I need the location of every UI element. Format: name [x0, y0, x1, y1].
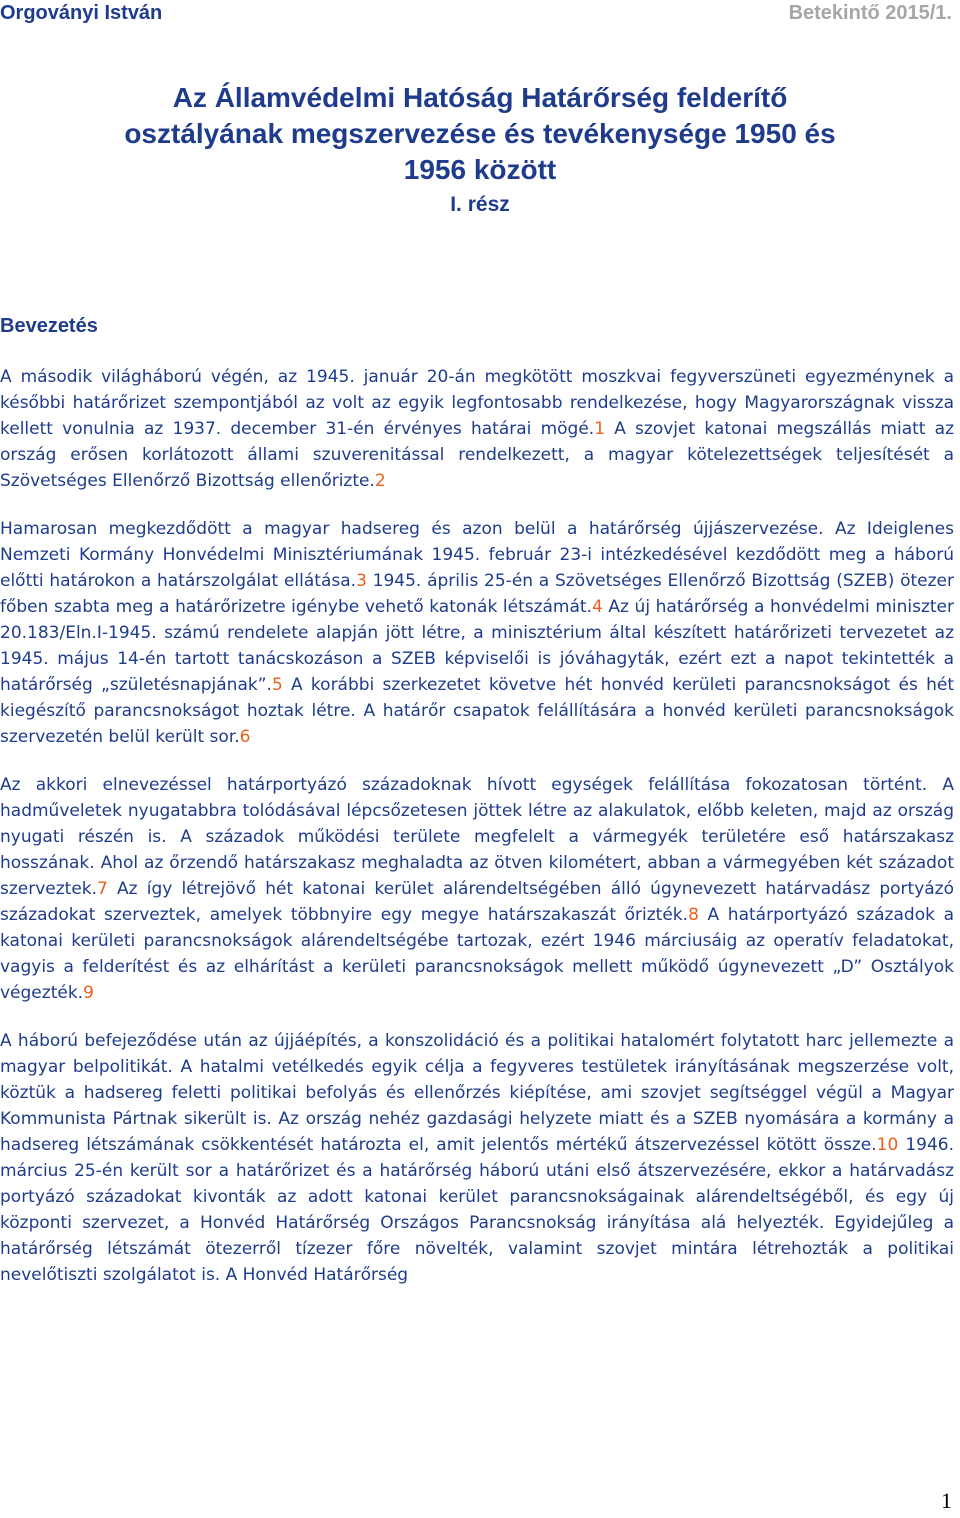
body-text [0, 364, 954, 1310]
footnote-ref-8[interactable]: 8 [688, 905, 699, 925]
header-journal: Betekintő 2015/1. [788, 2, 952, 24]
footnote-ref-6[interactable]: 6 [239, 727, 251, 747]
title-line-1: Az Államvédelmi Hatóság Határőrség felderítő [172, 82, 788, 113]
footnote-ref-2[interactable]: 2 [374, 471, 386, 491]
title-line-3: 1956 között [403, 154, 557, 185]
footnote-ref-10[interactable]: 10 [876, 1135, 899, 1155]
paragraph-1: A második világháború végén, az 1945. január 20-án megkötött moszkvai fegyverszüneti egyezménynek a későbbi határőrizet szempontjából az volt az egyik legfontosabb rendelkezése, hogy Magyarországnak vissza kellett vonulnia az 1937. december 31-én érvényes határai mögé.1 A szovjet katonai megszállás miatt az ország erősen korlátozott állami szuverenitással rendelkezett, a magyar kötelezettségek teljesítését a Szövetséges Ellenőrző Bizottság ellenőrizte.2 [0, 367, 954, 491]
section-heading: Bevezetés [0, 315, 98, 337]
footnote-ref-4[interactable]: 4 [591, 597, 603, 617]
title-part: I. rész [450, 193, 510, 216]
footnote-ref-5[interactable]: 5 [271, 675, 283, 695]
footnote-ref-7[interactable]: 7 [97, 879, 108, 899]
paragraph-4: A háború befejeződése után az újjáépítés, a konszolidáció és a politikai hatalomért folytatott harc jellemezte a magyar belpolitikát. A hatalmi vetélkedés egyik célja a fegyveres testületek irányításának megszerzése volt, köztük a hadsereg feletti politikai befolyás és ellenőrzés kiépítése, ami szovjet segítséggel végül a Magyar Kommunista Pártnak sikerült is. Az ország nehéz gazdasági helyzete miatt és a SZEB nyomására a kormány a hadsereg létszámának csökkentését határozta el, amit jelentős mértékű átszervezéssel kötött össze.10 1946. március 25-én került sor a határőrizet és a határőrség háború utáni első átszervezésére, ekkor a határvadász portyázó századokat kivonták az adott katonai kerület parancsnokságainak alárendeltségéből, és egy új központi szervezet, a Honvéd Határőrség Országos Parancsnokság irányítása alá helyezték. Egyidejűleg a határőrség létszámát ötezerről tízezer főre növelték, valamint szovjet mintára létrehozták a politikai nevelőtiszti szolgálatot is. A Honvéd Határőrség [0, 1031, 954, 1285]
page-number: 1 [941, 1488, 952, 1513]
article-title [0, 80, 960, 220]
footnote-ref-9[interactable]: 9 [83, 983, 94, 1003]
running-header [0, 0, 960, 30]
header-author: Orgoványi István [0, 2, 163, 24]
title-line-2: osztályának megszervezése és tevékenysége 1950 és [124, 118, 836, 149]
footnote-ref-1[interactable]: 1 [594, 419, 606, 439]
paragraph-2: Hamarosan megkezdődött a magyar hadsereg és azon belül a határőrség újjászervezése. Az Ideiglenes Nemzeti Kormány Honvédelmi Minisztériumának 1945. február 23-i intézkedésével kezdődött meg a háború előtti határokon a határszolgálat ellátása.3 1945. április 25-én a Szövetséges Ellenőrző Bizottság (SZEB) ötezer főben szabta meg a határőrizetre igénybe vehető katonák létszámát.4 Az új határőrség a honvédelmi miniszter 20.183/Eln.I-1945. számú rendelete alapján jött létre, a minisztérium által készített határőrizeti tervezetet az 1945. május 14-én tartott tanácskozáson a SZEB képviselői is jóváhagyták, ezért ezt a napot tekintették a határőrség „születésnapjának”.5 A korábbi szerkezetet követve hét honvéd kerületi parancsnokságot és hét kiegészítő parancsnokságot hoztak létre. A határőr csapatok felállítására a honvéd kerületi parancsnokságok szervezetén belül került sor.6 [0, 519, 955, 747]
footnote-ref-3[interactable]: 3 [356, 571, 367, 591]
paragraph-3: Az akkori elnevezéssel határportyázó századoknak hívott egységek felállítása fokozatosan történt. A hadműveletek nyugatabbra tolódásával lépcsőzetesen jöttek létre az alakulatok, előbb keleten, majd az ország nyugati részén is. A századok működési területe megfelelt a vármegyék területére eső határszakasz hosszának. Ahol az őrzendő határszakasz meghaladta az ötven kilométert, abban a vármegyében két századot szerveztek.7 Az így létrejövő hét katonai kerület alárendeltségében álló úgynevezett határvadász portyázó századokat szerveztek, amelyek többnyire egy megye határszakaszát őrizték.8 A határportyázó századok a katonai kerületi parancsnokságok alárendeltségébe tartozak, ezért 1946 márciusáig az operatív feladatokat, vagyis a felderítést és az elhárítást a kerületi parancsnokságok mellett működő úgynevezett „D” Osztályok végezték.9 [0, 775, 955, 1003]
